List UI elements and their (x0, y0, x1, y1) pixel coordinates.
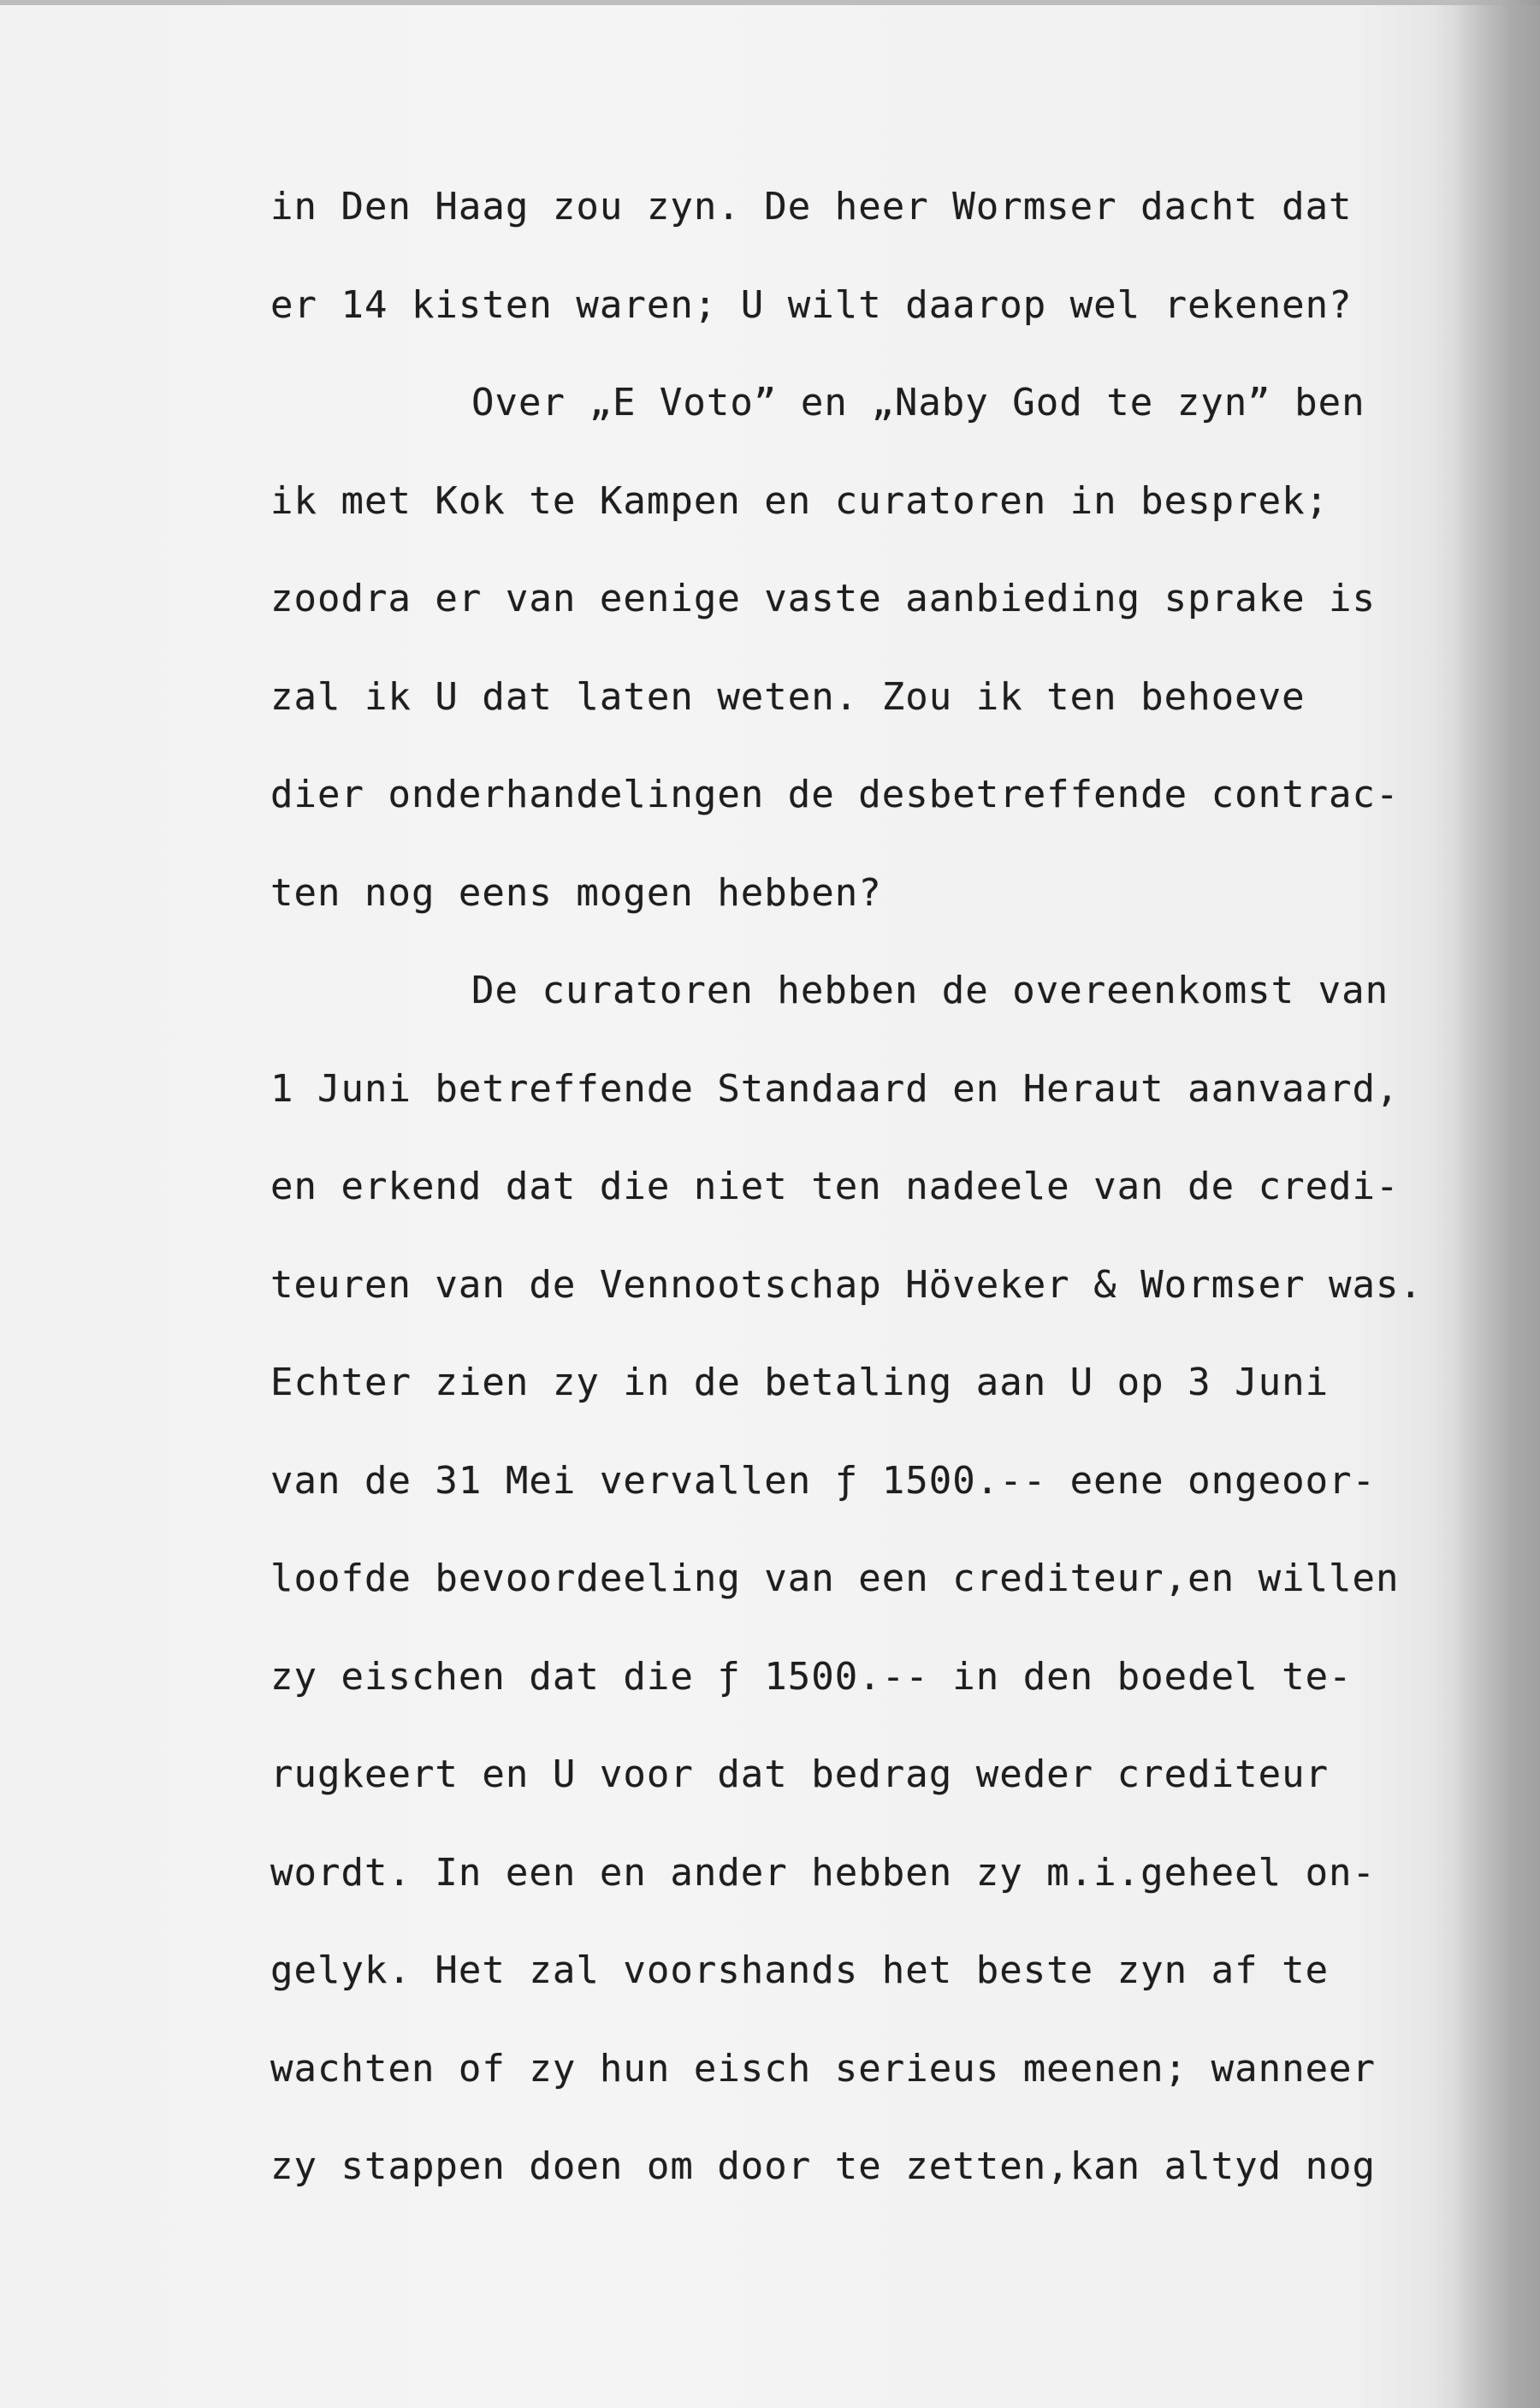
text-line: zal ik U dat laten weten. Zou ik ten behoeve (270, 674, 1306, 719)
text-line: in Den Haag zou zyn. De heer Wormser dacht dat (270, 185, 1353, 228)
text-line: wachten of zy hun eisch serieus meenen; wanneer (270, 2046, 1377, 2091)
text-line: zy eischen dat die ƒ 1500.-- in den boedel te- (270, 1654, 1353, 1699)
text-line: loofde bevoordeeling van een crediteur,en willen (270, 1557, 1400, 1600)
text-line: zoodra er van eenige vaste aanbieding sprake is (270, 577, 1377, 620)
text-line: ten nog eens mogen hebben? (270, 870, 882, 915)
text-line: rugkeert en U voor dat bedrag weder crediteur (270, 1753, 1330, 1796)
text-line: gelyk. Het zal voorshands het beste zyn af te (270, 1948, 1330, 1992)
text-line: De curatoren hebben de overeenkomst van (471, 969, 1389, 1012)
page-top-edge (0, 0, 1540, 5)
text-line: zy stappen doen om door te zetten,kan altyd nog (270, 2144, 1377, 2188)
text-line: ik met Kok te Kampen en curatoren in besprek; (270, 478, 1330, 523)
text-line: van de 31 Mei vervallen ƒ 1500.-- eene ongeoor- (270, 1458, 1377, 1503)
text-line: Over „E Voto” en „Naby God te zyn” ben (471, 381, 1365, 424)
text-line: en erkend dat die niet ten nadeele van de credi- (270, 1165, 1400, 1208)
text-line: dier onderhandelingen de desbetreffende contrac- (270, 773, 1400, 816)
text-line: Echter zien zy in de betaling aan U op 3 Juni (270, 1361, 1330, 1404)
letter-body (270, 181, 1494, 2239)
text-line: teuren van de Vennootschap Höveker & Wormser was. (270, 1262, 1424, 1307)
text-line: er 14 kisten waren; U wilt daarop wel rekenen? (270, 282, 1353, 327)
text-line: 1 Juni betreffende Standaard en Heraut aanvaard, (270, 1066, 1400, 1111)
text-line: wordt. In een en ander hebben zy m.i.geheel on- (270, 1850, 1377, 1895)
